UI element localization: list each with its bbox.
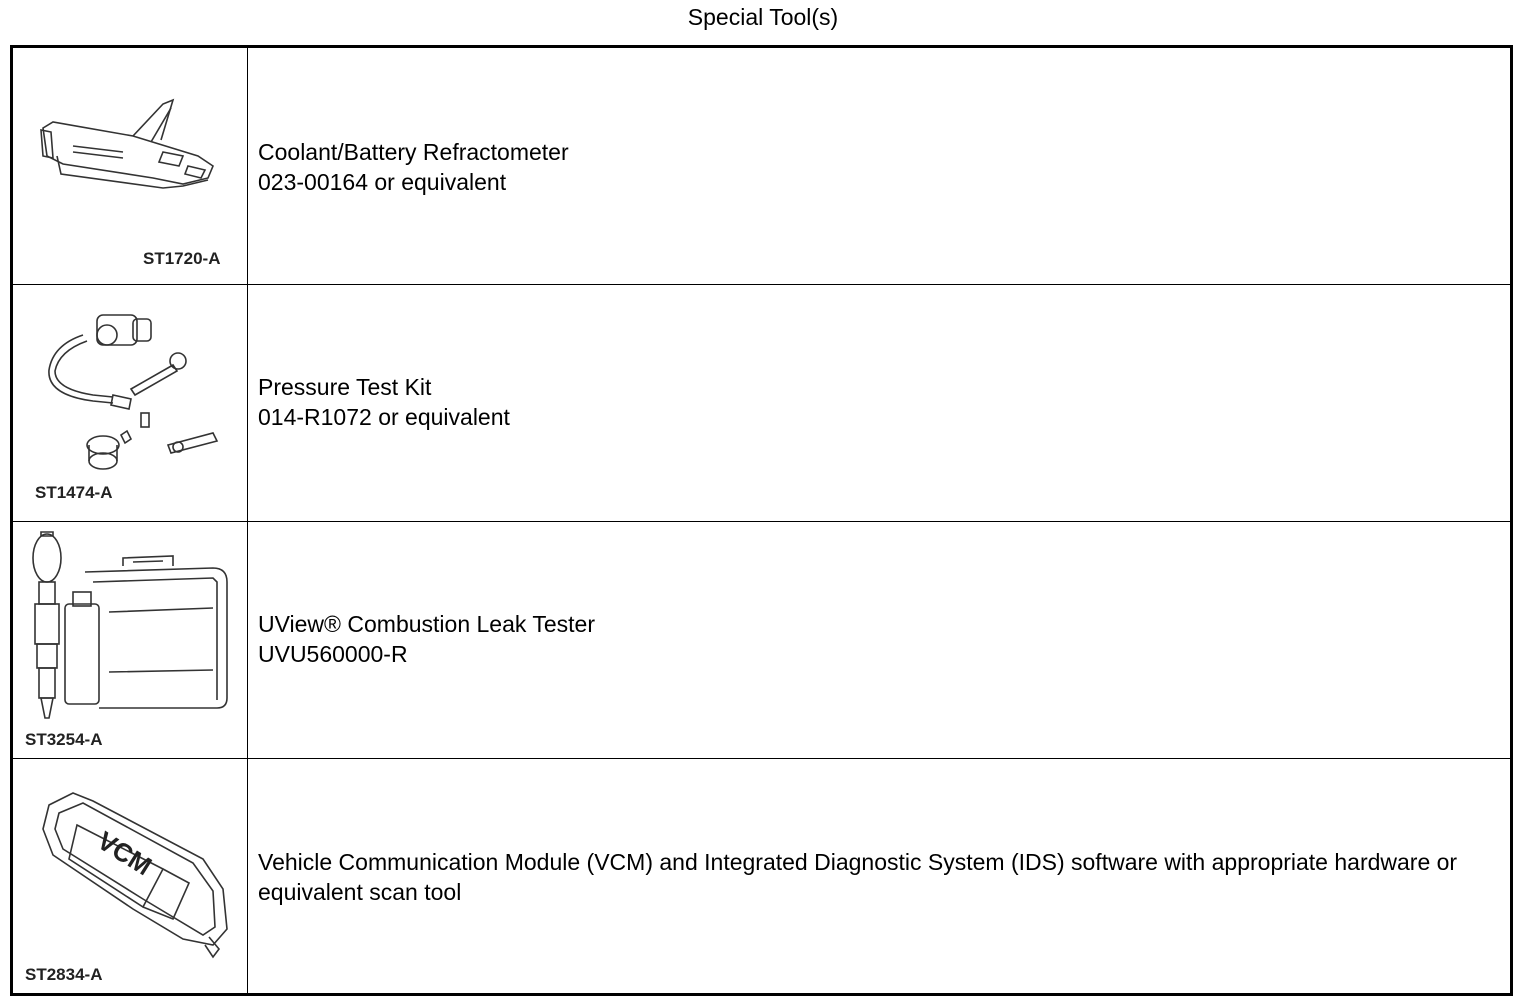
tool-description — [258, 609, 1488, 669]
tool-image-cell — [13, 48, 248, 284]
page-title: Special Tool(s) — [687, 4, 839, 30]
special-tools-table — [10, 45, 1513, 996]
tool-name: Pressure Test Kit — [258, 374, 432, 400]
tool-name: Coolant/Battery Refractometer — [258, 139, 569, 165]
tool-name: UView® Combustion Leak Tester — [258, 611, 595, 637]
tool-description — [258, 847, 1478, 907]
table-row — [13, 522, 1510, 759]
tool-name: Vehicle Communication Module (VCM) and Integrated Diagnostic System (IDS) software with appropriate hardware or equivalent scan tool — [258, 849, 1458, 905]
table-row — [13, 759, 1510, 993]
tool-image-code: ST2834-A — [25, 965, 103, 984]
tool-description — [258, 137, 1488, 197]
tool-image-cell — [13, 522, 248, 758]
tool-image-code: ST1720-A — [143, 249, 221, 268]
tool-description — [258, 372, 1488, 432]
table-row — [13, 48, 1510, 285]
table-row — [13, 285, 1510, 522]
tool-image-cell — [13, 759, 248, 993]
tool-image-code: ST3254-A — [25, 730, 103, 749]
tool-image-code: ST1474-A — [35, 483, 113, 502]
vcm-module-icon — [13, 759, 248, 993]
combustion-leak-tester-icon — [13, 522, 248, 758]
vcm-logo-text: VCM — [92, 825, 158, 882]
tool-part-number: UVU560000-R — [258, 641, 408, 667]
tool-image-cell — [13, 285, 248, 521]
tool-part-number: 014-R1072 or equivalent — [258, 404, 510, 430]
tool-part-number: 023-00164 or equivalent — [258, 169, 507, 195]
